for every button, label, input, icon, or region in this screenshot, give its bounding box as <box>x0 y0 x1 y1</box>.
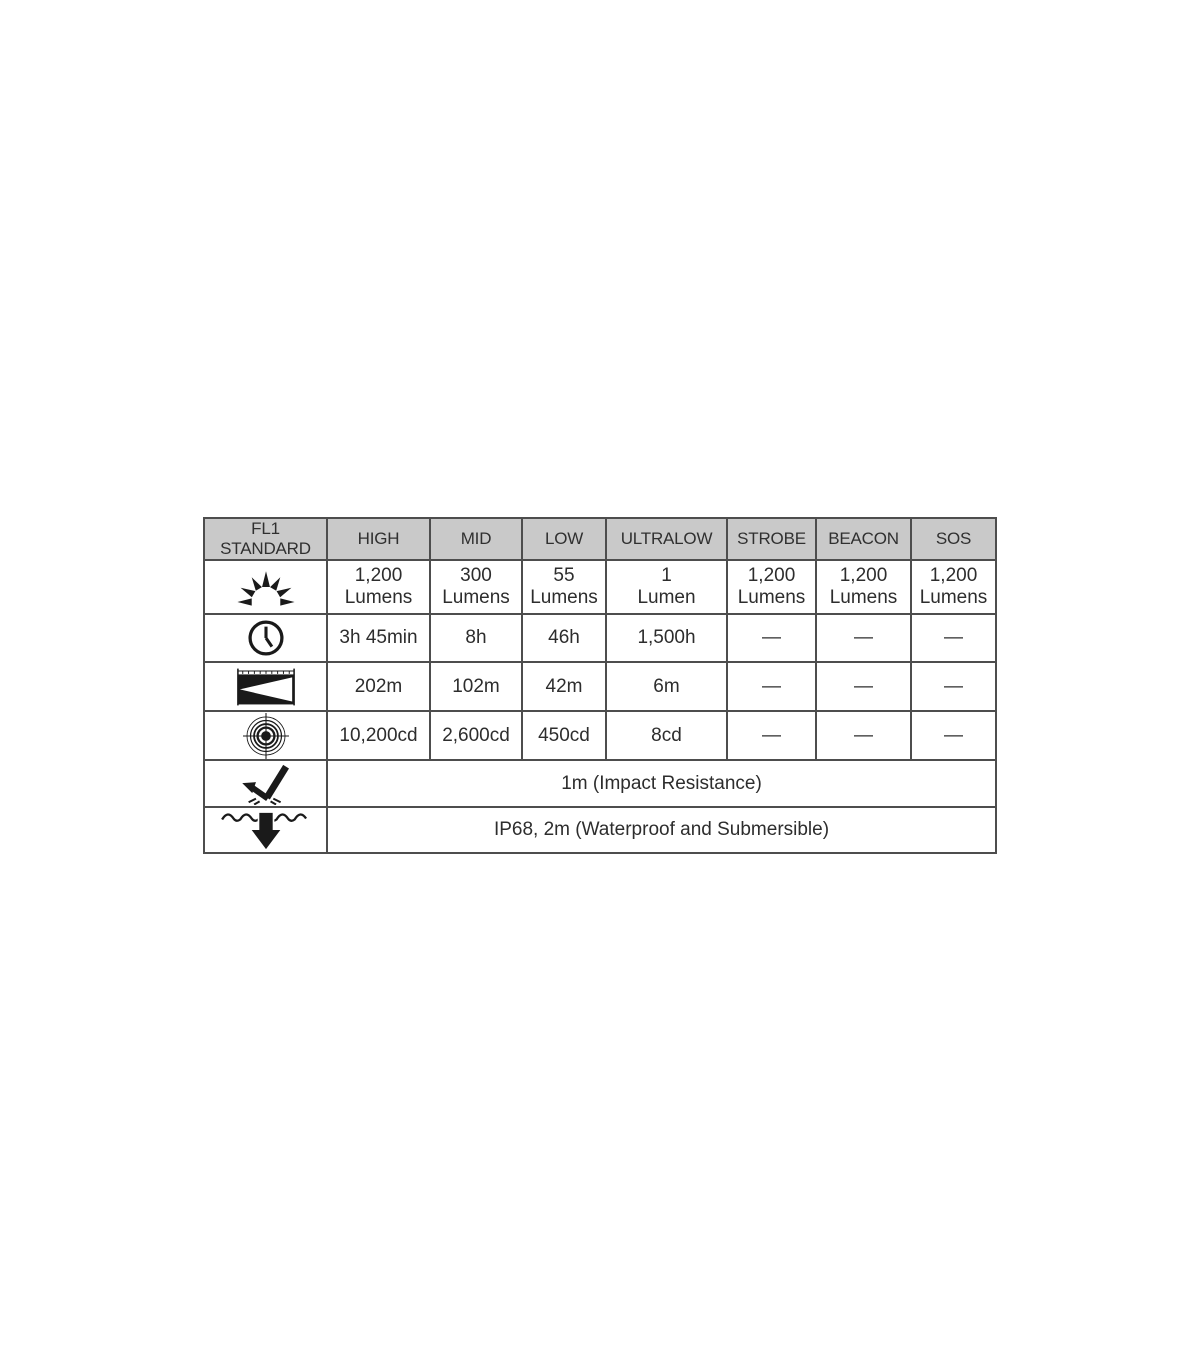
fl1-standard-spec-table <box>203 517 997 854</box>
distance-mid: 102m <box>430 662 522 711</box>
waterproof-value: IP68, 2m (Waterproof and Submersible) <box>327 807 996 853</box>
intensity-beacon: — <box>816 711 911 760</box>
intensity-ultralow: 8cd <box>606 711 727 760</box>
distance-sos: — <box>911 662 996 711</box>
waterproof-row <box>204 807 996 853</box>
runtime-beacon: — <box>816 614 911 662</box>
intensity-icon-cell <box>204 711 327 760</box>
impact-icon-cell <box>204 760 327 807</box>
header-strobe: STROBE <box>727 518 816 560</box>
peak-beam-intensity-icon <box>243 713 289 759</box>
header-sos: SOS <box>911 518 996 560</box>
lumens-sos <box>911 560 996 614</box>
runtime-mid: 8h <box>430 614 522 662</box>
lumens-strobe-value: 1,200 <box>747 565 796 586</box>
runtime-clock-icon <box>246 618 286 658</box>
header-high: HIGH <box>327 518 430 560</box>
lumens-high-unit: Lumens <box>344 587 413 608</box>
lumens-low-value: 55 <box>553 565 575 586</box>
header-fl1-standard: FL1 STANDARD <box>204 518 327 560</box>
lumens-ultralow-unit: Lumen <box>637 587 696 608</box>
runtime-row <box>204 614 996 662</box>
light-output-icon-cell <box>204 560 327 614</box>
distance-high: 202m <box>327 662 430 711</box>
runtime-ultralow: 1,500h <box>606 614 727 662</box>
distance-ultralow: 6m <box>606 662 727 711</box>
runtime-strobe: — <box>727 614 816 662</box>
lumens-beacon <box>816 560 911 614</box>
lumens-low-unit: Lumens <box>530 587 598 608</box>
lumens-mid <box>430 560 522 614</box>
lumens-beacon-value: 1,200 <box>839 565 888 586</box>
beam-distance-icon-cell <box>204 662 327 711</box>
lumens-high-value: 1,200 <box>354 565 403 586</box>
lumens-ultralow-value: 1 <box>661 565 672 586</box>
impact-resistance-icon <box>235 763 297 805</box>
impact-resistance-value: 1m (Impact Resistance) <box>327 760 996 807</box>
beam-distance-row <box>204 662 996 711</box>
runtime-low: 46h <box>522 614 606 662</box>
light-output-row <box>204 560 996 614</box>
lumens-low <box>522 560 606 614</box>
lumens-strobe <box>727 560 816 614</box>
intensity-high: 10,200cd <box>327 711 430 760</box>
impact-resistance-row <box>204 760 996 807</box>
lumens-beacon-unit: Lumens <box>829 587 898 608</box>
lumens-sos-unit: Lumens <box>919 587 988 608</box>
lumens-high <box>327 560 430 614</box>
intensity-low: 450cd <box>522 711 606 760</box>
intensity-mid: 2,600cd <box>430 711 522 760</box>
light-output-icon <box>225 567 307 607</box>
runtime-icon-cell <box>204 614 327 662</box>
distance-low: 42m <box>522 662 606 711</box>
waterproof-icon-cell <box>204 807 327 853</box>
distance-strobe: — <box>727 662 816 711</box>
header-mid: MID <box>430 518 522 560</box>
header-ultralow: ULTRALOW <box>606 518 727 560</box>
waterproof-submersible-icon <box>219 809 313 851</box>
header-beacon: BEACON <box>816 518 911 560</box>
lumens-ultralow <box>606 560 727 614</box>
header-row <box>204 518 996 560</box>
runtime-sos: — <box>911 614 996 662</box>
beam-distance-icon <box>235 667 297 707</box>
lumens-strobe-unit: Lumens <box>737 587 806 608</box>
lumens-sos-value: 1,200 <box>929 565 978 586</box>
header-low: LOW <box>522 518 606 560</box>
peak-beam-intensity-row <box>204 711 996 760</box>
lumens-mid-value: 300 <box>460 565 492 586</box>
lumens-mid-unit: Lumens <box>442 587 510 608</box>
intensity-strobe: — <box>727 711 816 760</box>
runtime-high: 3h 45min <box>327 614 430 662</box>
distance-beacon: — <box>816 662 911 711</box>
intensity-sos: — <box>911 711 996 760</box>
